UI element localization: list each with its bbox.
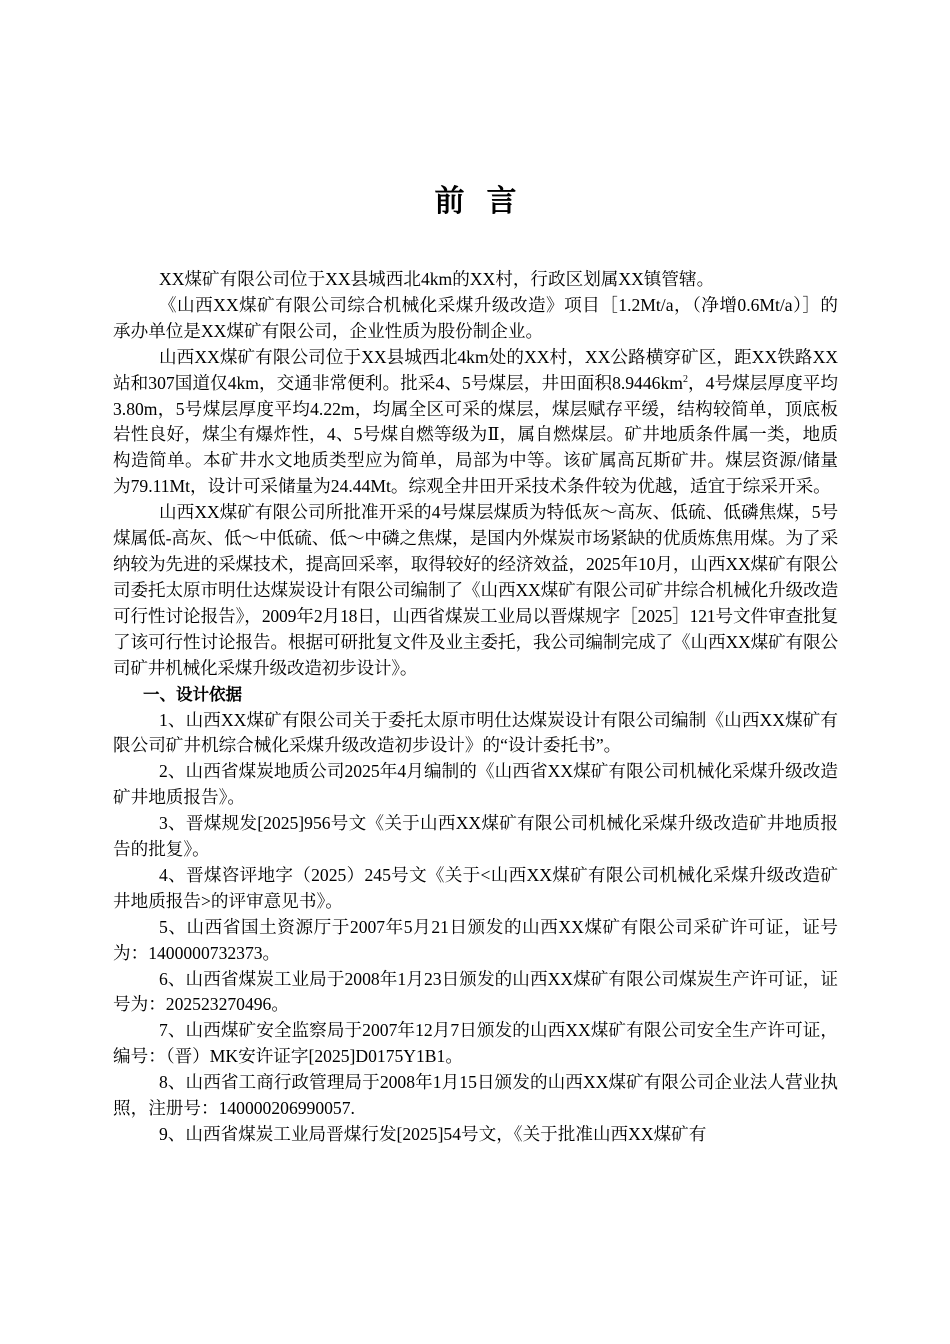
- list-item: 4、晋煤咨评地字（2025）245号文《关于<山西XX煤矿有限公司机械化采煤升级改造矿井地质报告>的评审意见书》。: [113, 864, 838, 911]
- area-unit-superscript: 2: [682, 373, 688, 385]
- list-item: 2、山西省煤炭地质公司2025年4月编制的《山西省XX煤矿有限公司机械化采煤升级改造矿井地质报告》。: [113, 761, 838, 808]
- intro-paragraph-4: 山西XX煤矿有限公司所批准开采的4号煤层煤质为特低灰～高灰、低硫、低磷焦煤，5号煤属低-高灰、低～中低硫、低～中磷之焦煤，是国内外煤炭市场紧缺的优质炼焦用煤。为了采纳较为先进的采煤技术，提高回采率，取得较好的经济效益，2025年10月，山西XX煤矿有限公司委托太原市明仕达煤炭设计有限公司编制了《山西XX煤矿有限公司矿井综合机械化升级改造可行性讨论报告》，2009年2月18日，山西省煤炭工业局以晋煤规字［2025］121号文件审查批复了该可行性讨论报告。根据可研批复文件及业主委托，我公司编制完成了《山西XX煤矿有限公司矿井机械化采煤升级改造初步设计》。: [113, 502, 838, 678]
- intro-paragraph-3: [113, 345, 838, 500]
- list-item: 9、山西省煤炭工业局晋煤行发[2025]54号文，《关于批准山西XX煤矿有: [159, 1124, 707, 1144]
- list-item: 6、山西省煤炭工业局于2008年1月23日颁发的山西XX煤矿有限公司煤炭生产许可证，证号为：202523270496。: [113, 968, 838, 1015]
- list-item: 5、山西省国土资源厅于2007年5月21日颁发的山西XX煤矿有限公司采矿许可证，证号为：1400000732373。: [113, 916, 838, 963]
- intro-paragraph-3-text-b: ，4号煤层厚度平均3.80m，5号煤层厚度平均4.22m，均属全区可采的煤层，煤层赋存平缓，结构较简单，顶底板岩性良好，煤尘有爆炸性，4、5号煤自燃等级为Ⅱ，属自燃煤层。矿井地质条件属一类，地质构造简单。本矿井水文地质类型应为简单，局部为中等。该矿属高瓦斯矿井。煤层资源/储量为79.11Mt，设计可采储量为24.44Mt。综观全井田开采技术条件较为优越，适宜于综采开采。: [113, 372, 838, 497]
- list-item: 1、山西XX煤矿有限公司关于委托太原市明仕达煤炭设计有限公司编制《山西XX煤矿有限公司矿井机综合械化采煤升级改造初步设计》的“设计委托书”。: [113, 709, 838, 756]
- list-item: 3、晋煤规发[2025]956号文《关于山西XX煤矿有限公司机械化采煤升级改造矿井地质报告的批复》。: [113, 813, 838, 860]
- document-body: [113, 267, 838, 1148]
- intro-paragraph-2: 《山西XX煤矿有限公司综合机械化采煤升级改造》项目［1.2Mt/a，（净增0.6Mt/a）］的承办单位是XX煤矿有限公司，企业性质为股份制企业。: [113, 294, 838, 341]
- page-title: 前言: [434, 184, 539, 219]
- document-page: [113, 0, 838, 1344]
- intro-paragraph-3-text-a: 山西XX煤矿有限公司位于XX县城西北4km处的XX村，XX公路横穿矿区，距XX铁路XX站和307国道仅4km，交通非常便利。批采4、5号煤层，井田面积8.9446km: [113, 346, 838, 393]
- list-item: 8、山西省工商行政管理局于2008年1月15日颁发的山西XX煤矿有限公司企业法人营业执照，注册号：140000206990057.: [113, 1072, 838, 1119]
- list-item: 7、山西煤矿安全监察局于2007年12月7日颁发的山西XX煤矿有限公司安全生产许可证，编号：（晋）MK安许证字[2025]D0175Y1B1。: [113, 1020, 838, 1067]
- intro-paragraph-1: XX煤矿有限公司位于XX县城西北4km的XX村，行政区划属XX镇管辖。: [159, 269, 715, 289]
- section-heading-design-basis: 一、设计依据: [143, 684, 242, 704]
